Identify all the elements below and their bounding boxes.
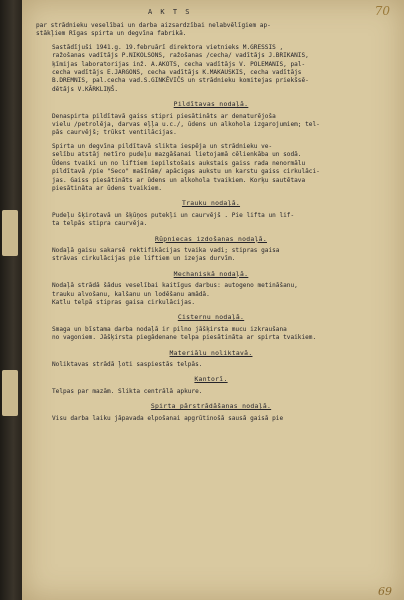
text-line: par strādnieku veselībai un darba aizsardzībai nelabvēlīgiem ap- [36,22,271,29]
text-line: Nodaļā gaisu sakarsē rektifikācijas tvaika vadi; stipras gaisa [52,246,280,254]
text-line: jas. Gaiss piesātināts ar ūdens un alkohola tvaikiem. Korķu sautētava [52,176,306,184]
text-line: dētājs V.KĀRKLIŅŠ. [52,85,119,93]
text-line: B.DREMNIS, pal.cecha vad.S.GINKĒVIČS un strādnieku komitejas priekšsē- [52,77,309,85]
text-line: Nodaļā strādā šādus veselībai kaitīgus darbus: autogeno metināšanu, [52,282,298,290]
section-paragraph [36,326,386,343]
text-line: selību atstāj netīro pudeļu mazgāšanai lietojamā cēlienkāba un sodā. [52,151,302,159]
text-line: vielu /petrolēja, darvas eļļa u.c./, ūdens un alkohola izgarojumiem; tel- [52,121,320,129]
text-line: Pudeļu šķirotavā un šķūņos putekļi un caurvējš . Pie lifta un lif- [52,211,295,219]
text-line: Sastādījuši 1941.g. 19.februārī direktora vietnieks M.GRESSIS , [52,43,284,51]
text-line: cecha vadītājs E.JARGONS, cecha vadītājs K.MAKAUSKIS, cecha vadītājs [52,69,302,77]
section-heading: Pildītavas nodaļā. [173,100,249,109]
section-heading: Trauku nodaļā. [181,199,241,208]
section-paragraph [36,212,386,229]
text-line: pildītavā /pie "Seco" mašīnām/ apācigas aukstu un karstu gaiss cirkulāci- [52,168,320,176]
document-header: A K T S [148,8,192,16]
text-line: Noliktavas strādā ļoti saspiestās telpās. [52,361,203,368]
commission-paragraph [36,44,386,94]
handwritten-page-number: 70 [374,4,390,18]
text-line: Katlu telpā stipras gaisa cirkulācijas. [52,298,196,306]
sections-container [36,100,386,423]
text-line: Ūdens tvaiki un no liftiem iepilstošais aukstais gaiss rada nenormālu [52,159,306,167]
intro-paragraph [36,22,386,39]
section-heading: Materiālu noliktavā. [169,348,253,357]
section-paragraph [36,282,386,307]
binder-edge [0,0,22,600]
text-line: ta telpās stipra caurvēja. [52,220,148,228]
text-line: strāvas cirkulācijas pie liftiem un izejas durvīm. [52,255,236,263]
text-line: Spirta un degvīna pildītavā slikta iespēja un strādnieku ve- [52,142,273,150]
binder-tab [2,370,18,416]
text-line: ražošanas vadītājs P.NIKOLSONS, ražošanas /cecha/ vadītājs J.BRIKANIS, [52,52,309,60]
text-line: Denaspirta pildītavā gaiss stipri piesātināts ar denaturējoša [52,112,276,120]
section-heading: Cisternu nodaļā. [177,313,245,322]
document-page [22,0,404,600]
text-line: piesātināta ar ūdens tvaikiem. [52,184,163,192]
section-heading: Kantorī. [194,375,228,384]
text-line: no vagoniem. Jāšķirsta piegādenane telpa piesātināta ar spirta tvaikiem. [52,334,317,342]
text-line: Smaga un bīstama darba nodaļā ir pilno jāšķirsta mucu izkraušana [52,325,287,333]
section-heading: Spirta pārstrādāšanas nodaļā. [150,402,272,411]
section-paragraph [36,415,386,423]
section-paragraph [36,247,386,264]
section-paragraph [36,361,386,369]
section-paragraph [36,143,386,193]
text-line: pās caurvējš; trūkst ventilācijas. [52,129,177,137]
document-body [36,22,386,428]
text-line: Visu darba laiku jāpavada elpošanai apgrūtinošā sausā gaisā pie [52,414,284,422]
section-heading: Rūpniecas izdošanas nodaļā. [155,234,267,243]
binder-tab [2,210,18,256]
section-heading: Mechaniskā nodaļā. [173,269,249,278]
handwritten-folio-number: 69 [378,585,392,598]
text-line: trauku alvošanu, kalšanu un lodēšanu amādā. [52,290,210,298]
text-line: ķīmijas laboratorijas inž. A.AKOTS, cecha vadītājs V. POLEMANIS, pal- [52,60,306,68]
section-paragraph [36,388,386,396]
text-line: Telpas par mazām. Slikta centrālā apkure. [52,387,203,395]
section-paragraph [36,113,386,138]
text-line: stākļiem Rīgas spirta un degvīna fabrikā. [36,30,187,38]
